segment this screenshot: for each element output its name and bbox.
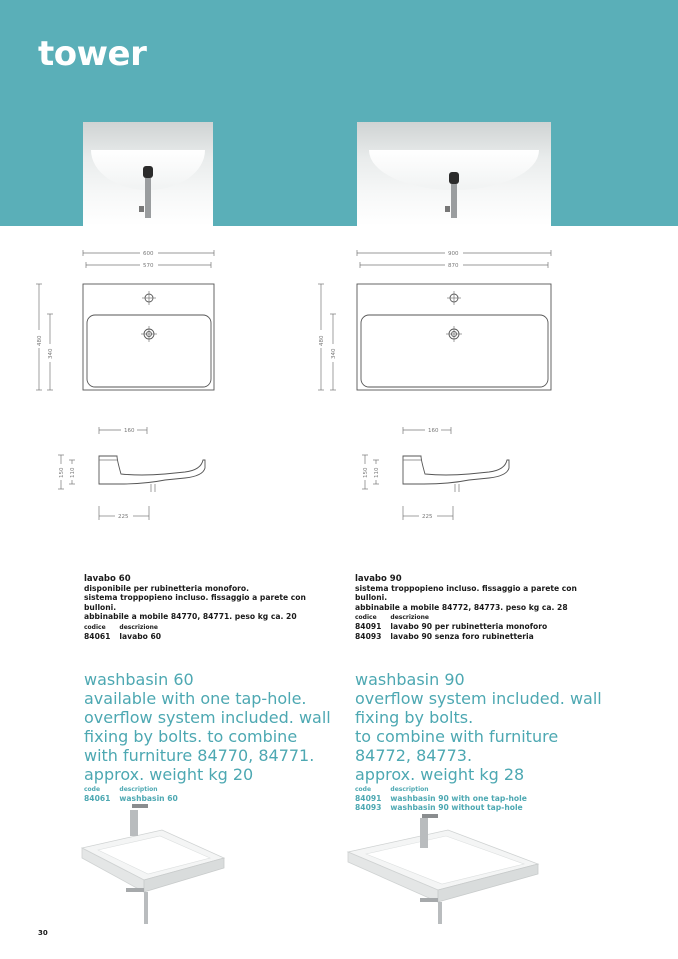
product-photo-lavabo-90 bbox=[357, 122, 551, 226]
column-header-code: code bbox=[84, 786, 101, 793]
dim-overall-width: 600 bbox=[143, 251, 154, 257]
product-description-line: overflow system included. wall fixing by bolts. bbox=[355, 689, 602, 727]
product-description-line: disponibile per rubinetteria monoforo. bbox=[84, 584, 250, 593]
product-description-line: approx. weight kg 20 bbox=[84, 765, 254, 784]
side-view-drawing-60 bbox=[55, 424, 225, 524]
table-row: 84091 lavabo 90 per rubinetteria monoforo bbox=[355, 622, 548, 632]
side-view-drawing-90 bbox=[359, 424, 529, 524]
dim-top-offset: 160 bbox=[124, 428, 135, 434]
table-row: 84093 washbasin 90 without tap-hole bbox=[355, 803, 523, 813]
top-view-drawing-90 bbox=[316, 244, 566, 394]
dim-bottom-offset: 225 bbox=[422, 514, 433, 520]
product-name: washbasin 60 bbox=[84, 670, 194, 689]
dim-inner-width: 870 bbox=[448, 263, 459, 269]
code-table bbox=[84, 624, 170, 641]
product-description-line: sistema troppopieno incluso. fissaggio a parete con bulloni. bbox=[84, 593, 306, 612]
product-name: lavabo 60 bbox=[84, 574, 131, 584]
product-name: lavabo 90 bbox=[355, 574, 402, 584]
table-row: 84061 lavabo 60 bbox=[84, 631, 162, 641]
dim-inner-depth: 340 bbox=[48, 348, 54, 359]
product-description-line: sistema troppopieno incluso. fissaggio a parete con bulloni. bbox=[355, 584, 577, 603]
product-description-line: abbinabile a mobile 84772, 84773. peso kg ca. 28 bbox=[355, 602, 568, 612]
product-render-washbasin-90 bbox=[344, 810, 544, 929]
column-header-description: description bbox=[390, 786, 429, 793]
dim-overall-depth: 480 bbox=[319, 335, 325, 346]
column-header-code: code bbox=[355, 786, 372, 793]
table-row: 84093 lavabo 90 senza foro rubinetteria bbox=[355, 631, 534, 641]
top-view-drawing-60 bbox=[30, 244, 230, 394]
product-name: washbasin 90 bbox=[355, 670, 465, 689]
product-description-line: abbinabile a mobile 84770, 84771. peso kg ca. 20 bbox=[84, 612, 297, 622]
product-description-line: approx. weight kg 28 bbox=[355, 765, 525, 784]
dim-inner-width: 570 bbox=[143, 263, 154, 269]
dim-inner-height: 110 bbox=[374, 467, 380, 478]
product-photo-lavabo-60 bbox=[83, 122, 213, 226]
dim-inner-depth: 340 bbox=[331, 348, 337, 359]
product-info-it-60 bbox=[84, 574, 334, 641]
dim-height: 150 bbox=[59, 467, 65, 478]
page-number: 30 bbox=[38, 929, 48, 937]
product-description-line: available with one tap-hole. overflow system included. wall bbox=[84, 689, 331, 727]
product-info-en-90 bbox=[355, 670, 605, 813]
dim-overall-width: 900 bbox=[448, 251, 459, 257]
column-header-description: descrizione bbox=[119, 623, 158, 631]
product-info-en-60 bbox=[84, 670, 334, 803]
column-header-description: descrizione bbox=[390, 614, 429, 622]
dim-inner-height: 110 bbox=[70, 467, 76, 478]
dim-top-offset: 160 bbox=[428, 428, 439, 434]
product-render-washbasin-60 bbox=[78, 796, 228, 930]
column-header-code: codice bbox=[84, 623, 106, 631]
column-header-description: description bbox=[119, 786, 158, 793]
column-header-code: codice bbox=[355, 614, 377, 622]
product-description-line: fixing by bolts. to combine with furniture 84770, 84771. bbox=[84, 727, 315, 765]
table-row: 84091 washbasin 90 with one tap-hole bbox=[355, 794, 527, 803]
page-title: tower bbox=[38, 34, 147, 74]
dim-height: 150 bbox=[363, 467, 369, 478]
dim-bottom-offset: 225 bbox=[118, 514, 129, 520]
table-row: 84061 washbasin 60 bbox=[84, 794, 178, 803]
product-description-line: to combine with furniture 84772, 84773. bbox=[355, 727, 559, 765]
code-table bbox=[355, 786, 536, 813]
code-table bbox=[355, 614, 556, 641]
dim-overall-depth: 480 bbox=[37, 335, 43, 346]
product-info-it-90 bbox=[355, 574, 605, 641]
